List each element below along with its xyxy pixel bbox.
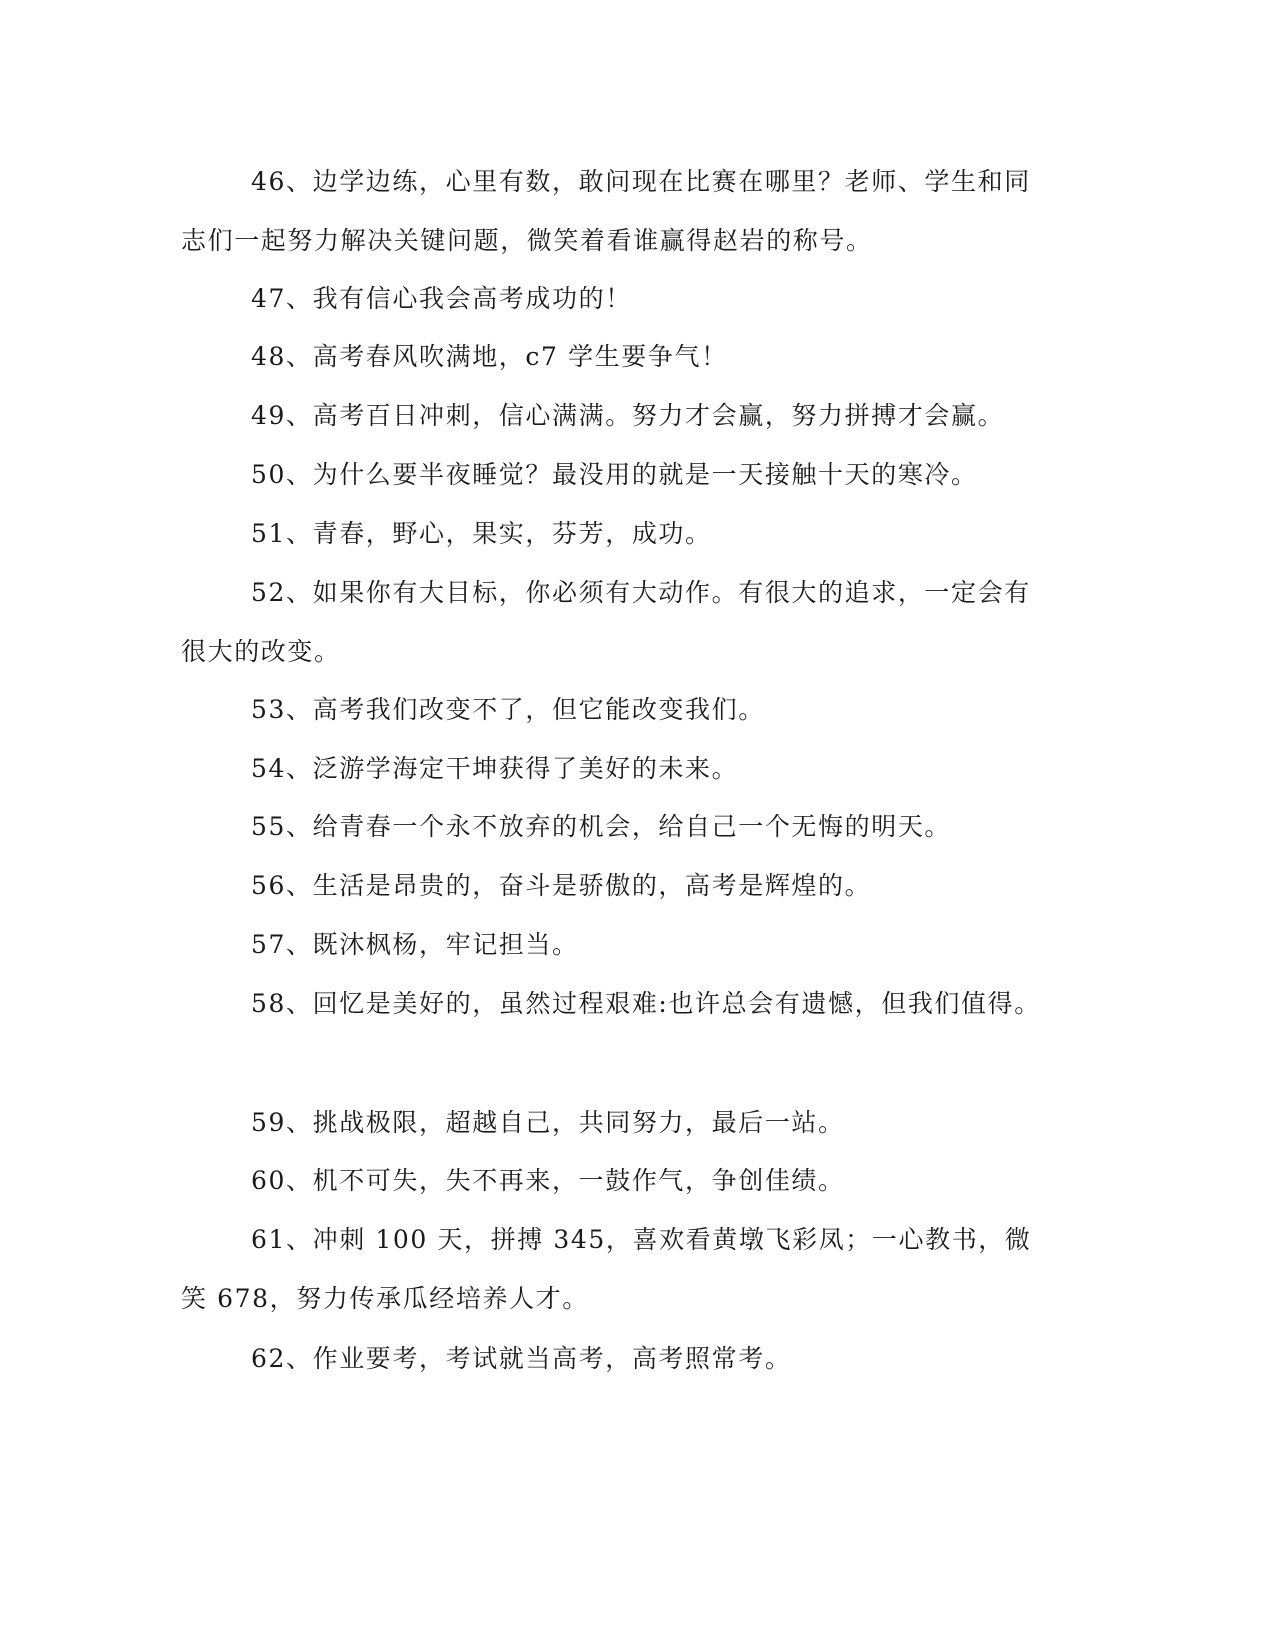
paragraph-59: 59、挑战极限，超越自己，共同努力，最后一站。 [251,1108,845,1137]
paragraph-46: 46、边学边练，心里有数，敢问现在比赛在哪里？老师、学生和同志们一起努力解决关键问题，微笑着看谁赢得赵岩的称号。 [181,167,1031,255]
paragraph-51: 51、青春，野心，果实，芬芳，成功。 [251,519,712,548]
paragraph-47: 47、我有信心我会高考成功的！ [251,284,632,313]
paragraph-57: 57、既沐枫杨，牢记担当。 [251,930,579,959]
paragraph-52: 52、如果你有大目标，你必须有大动作。有很大的追求，一定会有很大的改变。 [181,578,1031,666]
paragraph-56: 56、生活是昂贵的，奋斗是骄傲的，高考是辉煌的。 [251,871,872,900]
paragraph-55: 55、给青春一个永不放弃的机会，给自己一个无悔的明天。 [251,812,952,841]
paragraph-50: 50、为什么要半夜睡觉？最没用的就是一天接触十天的寒冷。 [251,460,978,489]
paragraph-58: 58、回忆是美好的，虽然过程艰难:也许总会有遗憾，但我们值得。 [251,989,1041,1018]
paragraph-60: 60、机不可失，失不再来，一鼓作气，争创佳绩。 [251,1166,845,1195]
paragraph-48: 48、高考春风吹满地，c7 学生要争气！ [251,342,728,371]
paragraph-61: 61、冲刺 100 天，拼搏 345，喜欢看黄墩飞彩凤；一心教书，微笑 678，努力传承瓜经培养人才。 [181,1225,1032,1313]
paragraph-49: 49、高考百日冲刺，信心满满。努力才会赢，努力拼搏才会赢。 [251,401,1005,430]
paragraph-53: 53、高考我们改变不了，但它能改变我们。 [251,695,765,724]
paragraph-62: 62、作业要考，考试就当高考，高考照常考。 [251,1344,792,1373]
paragraph-54: 54、泛游学海定干坤获得了美好的未来。 [251,754,739,783]
